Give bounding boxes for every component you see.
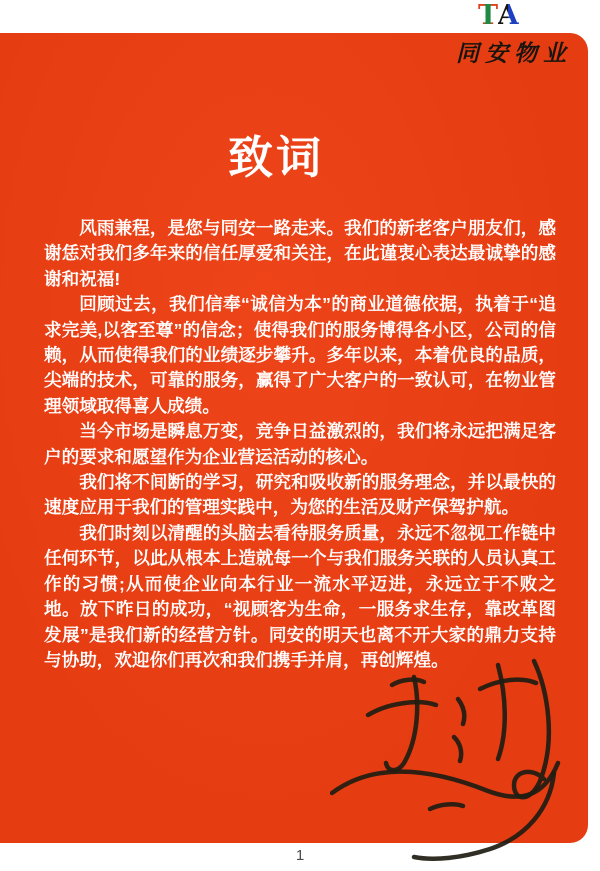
body-paragraph: 我们时刻以清醒的头脑去看待服务质量，永远不忽视工作链中任何环节，以此从根本上造就每一个与我们服务关联的人员认真工作的习惯;从而使企业向本行业一流水平迈进，永远立于不败之地。放下昨日的成功，“视顾客为生命，一服务求生存，靠改革图发展”是我们新的经营方针。同安的明天也离不开大家的鼎力支持与协助，欢迎你们再次和我们携手并肩，再创辉煌。 (44, 522, 556, 670)
signature-graphic (330, 651, 570, 866)
page-title: 致词 (227, 132, 324, 183)
page-footer (0, 847, 600, 869)
logo-letter-t: T (478, 0, 498, 31)
preface-body (44, 216, 556, 673)
content-panel (0, 33, 588, 843)
logo-letter-a: A (497, 0, 520, 31)
body-paragraph: 我们将不间断的学习，研究和吸收新的服务理念，并以最快的速度应用于我们的管理实践中，为您的生活及财产保驾护航。 (44, 472, 556, 518)
body-paragraph: 风雨兼程，是您与同安一路走来。我们的新老客户朋友们，感谢恁对我们多年来的信任厚爱和关注，在此谨衷心表达最诚挚的感谢和祝福! (44, 218, 556, 289)
body-paragraph: 当今市场是瞬息万变，竞争日益激烈的，我们将永远把满足客户的要求和愿望作为企业营运活动的核心。 (44, 421, 556, 467)
body-paragraph: 回顾过去，我们信奉“诚信为本”的商业道德依据，执着于“追求完美,以客至尊”的信念；使得我们的服务博得各小区，公司的信赖，从而使得我们的业绩逐步攀升。多年以来，本着优良的品质，尖端的技术，可靠的服务，赢得了广大客户的一致认可，在物业管理领域取得喜人成绩。 (44, 294, 556, 416)
company-logo (478, 0, 538, 32)
page-number: 1 (295, 847, 305, 864)
company-name: 同安物业 (456, 41, 572, 66)
